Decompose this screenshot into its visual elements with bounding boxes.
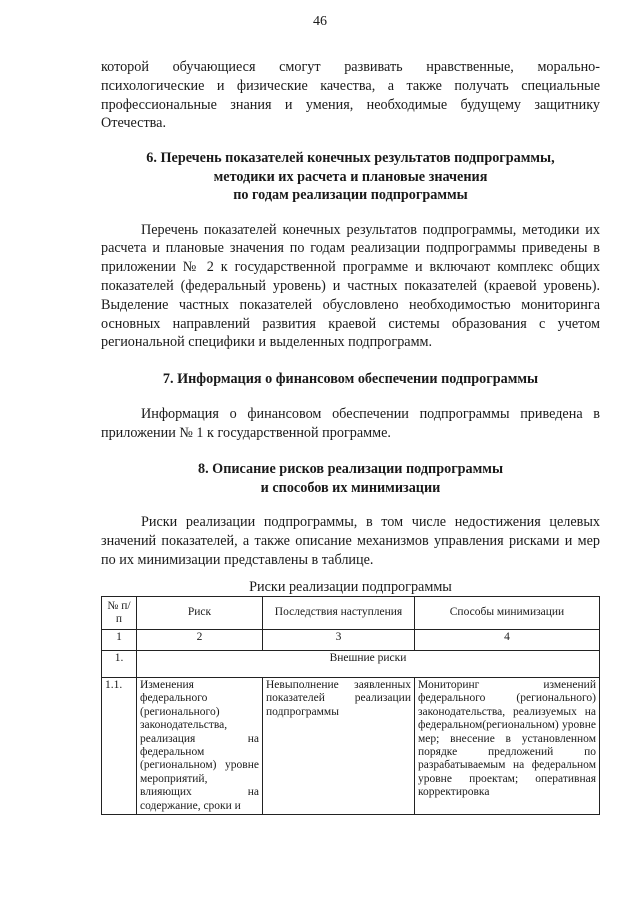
table-caption: Риски реализации подпрограммы xyxy=(249,579,452,595)
heading-line: и способов их минимизации xyxy=(260,479,441,496)
table-row xyxy=(102,678,600,815)
section-6-heading xyxy=(101,149,600,205)
heading-line: 8. Описание рисков реализации подпрограммы xyxy=(197,461,504,478)
header-method: Способы минимизации xyxy=(415,597,600,630)
heading-line: методики их расчета и плановые значения xyxy=(213,168,488,185)
table-index-row xyxy=(102,630,600,651)
section-7-heading xyxy=(101,370,600,389)
group-label: Внешние риски xyxy=(137,651,600,678)
risk-table xyxy=(101,596,600,815)
section-6-paragraph: Перечень показателей конечных результатов подпрограммы, методики их расчета и плановые значения по годам реализации подпрограммы приведены в приложении № 2 к государственной программе и включают комплекс общих показателей (федеральный уровень) и частных показателей (краевой уровень). Выделение частных показателей обусловлено необходимостью мониторинга основных направлений развития краевой системы образования с учетом региональной специфики и выделенных подпрограмм. xyxy=(101,221,600,351)
heading-line: 7. Информация о финансовом обеспечении подпрограммы xyxy=(162,371,539,388)
page-bottom-margin xyxy=(0,860,640,905)
table-header-row xyxy=(102,597,600,630)
group-number: 1. xyxy=(102,651,137,678)
row-number: 1.1. xyxy=(102,678,137,815)
header-number: № п/п xyxy=(102,597,137,630)
index-cell: 2 xyxy=(137,630,263,651)
heading-line: по годам реализации подпрограммы xyxy=(233,187,468,204)
page-number: 46 xyxy=(313,14,327,29)
row-consequence: Невыполнение заявленных показателей реализации подпрограммы xyxy=(263,678,415,815)
document-body xyxy=(101,58,600,570)
index-cell: 1 xyxy=(102,630,137,651)
intro-paragraph: которой обучающиеся смогут развивать нравственные, морально-психологические и физические качества, а также получать специальные профессиональные знания и умения, необходимые будущему защитнику Отечества. xyxy=(101,59,600,132)
row-method: Мониторинг изменений федерального (регионального) законодательства, реализуемых на федеральном(региональном) уровне мер; внесение в установленном порядке предложений по разрабатываемым на федеральном уровне проектам; оперативная корректировка xyxy=(415,678,600,815)
heading-line: 6. Перечень показателей конечных результатов подпрограммы, xyxy=(146,150,555,167)
index-cell: 3 xyxy=(263,630,415,651)
index-cell: 4 xyxy=(415,630,600,651)
section-7-paragraph: Информация о финансовом обеспечении подпрограммы приведена в приложении № 1 к государственной программе. xyxy=(101,405,600,441)
table-group-row xyxy=(102,651,600,678)
section-8-heading xyxy=(101,460,600,497)
header-consequence: Последствия наступления xyxy=(263,597,415,630)
section-8-paragraph: Риски реализации подпрограммы, в том числе недостижения целевых значений показателей, а также описание механизмов управления рисками и мер по их минимизации представлены в таблице. xyxy=(101,514,600,568)
header-risk: Риск xyxy=(137,597,263,630)
row-risk: Изменения федерального (регионального) законодательства, реализация на федеральном (региональном) уровне мероприятий, влияющих на содержание, сроки и xyxy=(137,678,263,815)
